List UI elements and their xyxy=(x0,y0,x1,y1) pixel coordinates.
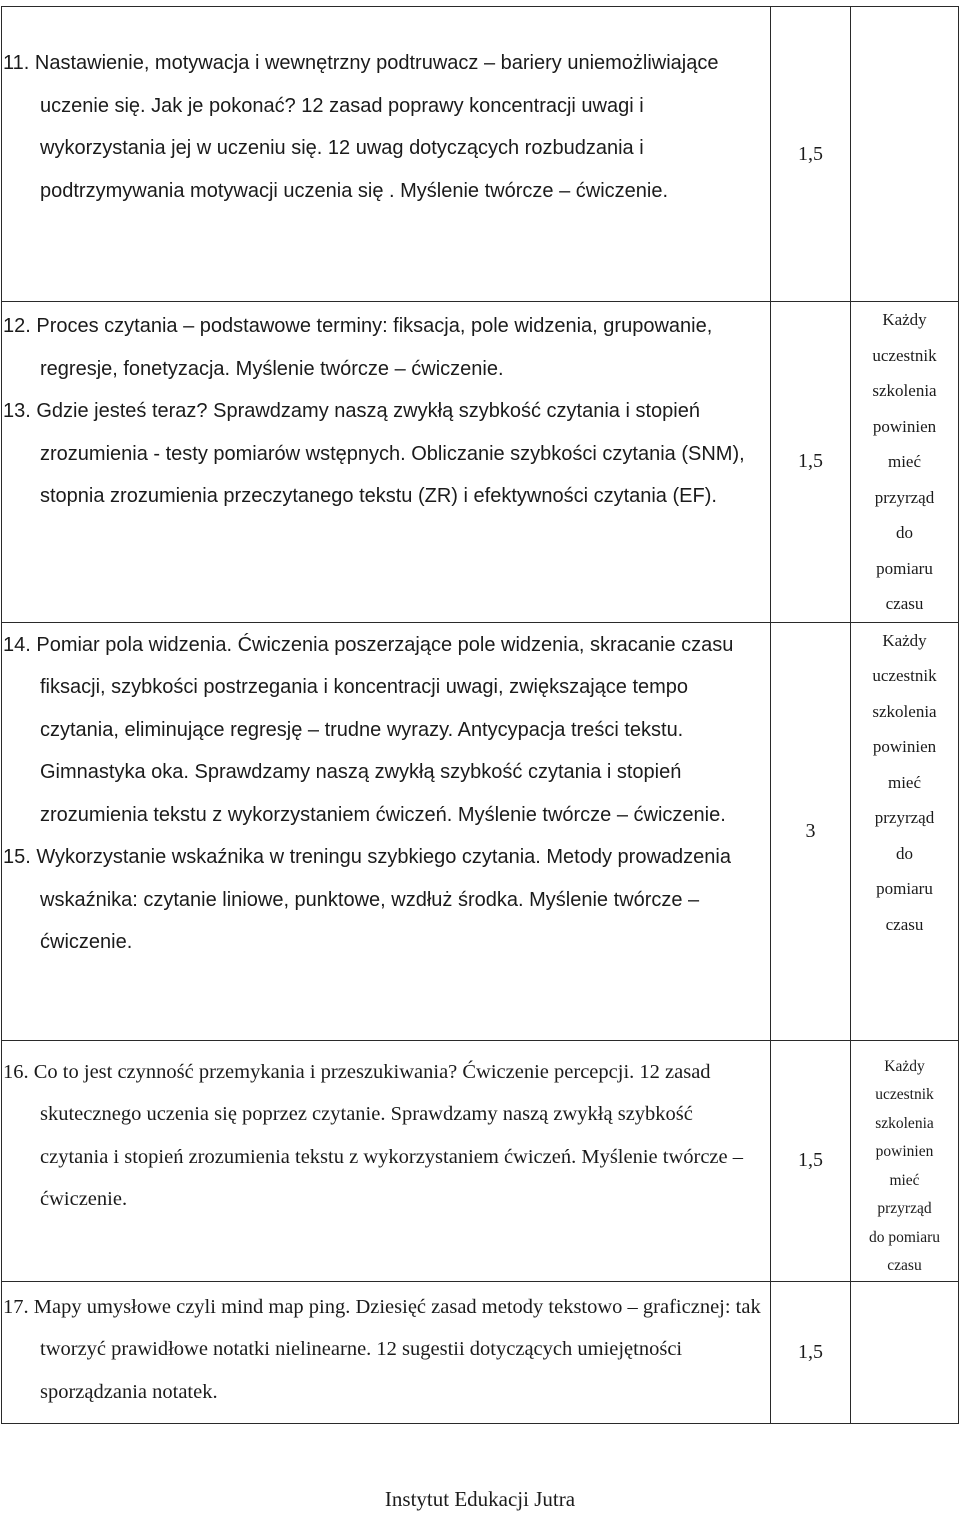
topic-paragraph: 17. Mapy umysłowe czyli mind map ping. Dziesięć zasad metody tekstowo – graficznej: tak tworzyć prawidłowe notatki nielinearne. 12 sugestii dotyczących umiejętności sporządzania notatek. xyxy=(3,1295,761,1403)
note-line: pomiaru xyxy=(876,879,933,898)
note-line: szkolenia xyxy=(872,701,937,721)
table-row xyxy=(2,1281,959,1423)
topic-paragraph: 14. Pomiar pola widzenia. Ćwiczenia poszerzające pole widzenia, skracanie czasu fiksacji, szybkości postrzegania i koncentracji uwagi, zwiększające tempo czytania, eliminujące regresję – trudne wyrazy. Antycypacja treści tekstu. Gimnastyka oka. Sprawdzamy naszą zwykłą szybkość czytania i stopień zrozumienia tekstu z wykorzystaniem ćwiczeń. Myślenie twórcze – ćwiczenie. xyxy=(3,633,734,826)
note-line: mieć xyxy=(887,452,922,471)
topic-paragraph: 16. Co to jest czynność przemykania i przeszukiwania? Ćwiczenie percepcji. 12 zasad skutecznego uczenia się poprzez czytanie. Sprawdzamy naszą zwykłą szybkość czytania i stopień zrozumienia tekstu z wykorzystaniem ćwiczeń. Myślenie twórcze – ćwiczenie. xyxy=(3,1060,744,1210)
topic-cell xyxy=(2,622,771,1040)
table-row xyxy=(2,7,959,302)
topic-paragraph: 12. Proces czytania – podstawowe terminy: fiksacja, pole widzenia, grupowanie, regresje, fonetyzacja. Myślenie twórcze – ćwiczenie. xyxy=(3,315,713,380)
table-row xyxy=(2,1040,959,1281)
note-line: przyrząd xyxy=(877,1200,932,1217)
note-cell xyxy=(851,622,959,1040)
note-line: szkolenia xyxy=(875,1114,934,1132)
note-cell xyxy=(851,1040,959,1281)
note-line: pomiaru xyxy=(876,558,933,578)
hours-cell: 1,5 xyxy=(771,1281,851,1423)
note-line: czasu xyxy=(887,1257,922,1274)
note-line: powinien xyxy=(872,416,937,436)
note-line: uczestnik xyxy=(875,1086,934,1103)
topic-paragraph: 15. Wykorzystanie wskaźnika w treningu szybkiego czytania. Metody prowadzenia wskaźnika: czytanie liniowe, punktowe, wzdłuż środka. Myślenie twórcze – ćwiczenie. xyxy=(3,846,731,953)
note-line: czasu xyxy=(885,914,924,934)
note-line: przyrząd xyxy=(874,487,935,507)
topic-paragraph: 11. Nastawienie, motywacja i wewnętrzny podtruwacz – bariery uniemożliwiające uczenie się. Jak je pokonać? 12 zasad poprawy koncentracji uwagi i wykorzystania jej w uczeniu się. 12 uwag dotyczących rozbudzania i podtrzymywania motywacji uczenia się . Myślenie twórcze – ćwiczenie. xyxy=(3,52,719,202)
note-line: Każdy xyxy=(882,630,927,650)
hours-cell: 1,5 xyxy=(771,302,851,623)
note-line: mieć xyxy=(889,1171,920,1189)
topic-cell xyxy=(2,1040,771,1281)
table-row xyxy=(2,302,959,623)
note-cell xyxy=(851,7,959,302)
note-line: do xyxy=(896,523,913,542)
note-line: Każdy xyxy=(884,1057,925,1075)
syllabus-table xyxy=(1,6,959,1424)
note-line: do xyxy=(896,843,913,863)
hours-cell: 3 xyxy=(771,622,851,1040)
note-line: szkolenia xyxy=(872,381,937,400)
note-line: uczestnik xyxy=(872,345,937,365)
note-cell xyxy=(851,302,959,623)
note-cell xyxy=(851,1281,959,1423)
note-line: powinien xyxy=(872,737,937,756)
note-line: Każdy xyxy=(882,310,927,329)
footer-institution: Instytut Edukacji Jutra xyxy=(384,1487,576,1511)
note-line: do pomiaru xyxy=(868,1228,941,1246)
hours-cell: 1,5 xyxy=(771,7,851,302)
note-line: mieć xyxy=(887,772,922,792)
topic-paragraph: 13. Gdzie jesteś teraz? Sprawdzamy naszą zwykłą szybkość czytania i stopień zrozumienia - testy pomiarów wstępnych. Obliczanie szybkości czytania (SNM), stopnia zrozumienia przeczytanego tekstu (ZR) i efektywności czytania (EF). xyxy=(3,400,745,507)
hours-cell: 1,5 xyxy=(771,1040,851,1281)
topic-cell xyxy=(2,1281,771,1423)
note-line: przyrząd xyxy=(874,808,935,827)
note-line: uczestnik xyxy=(872,666,937,685)
topic-cell xyxy=(2,7,771,302)
note-line: czasu xyxy=(885,594,924,613)
note-line: powinien xyxy=(875,1143,934,1160)
topic-cell xyxy=(2,302,771,623)
table-row xyxy=(2,622,959,1040)
